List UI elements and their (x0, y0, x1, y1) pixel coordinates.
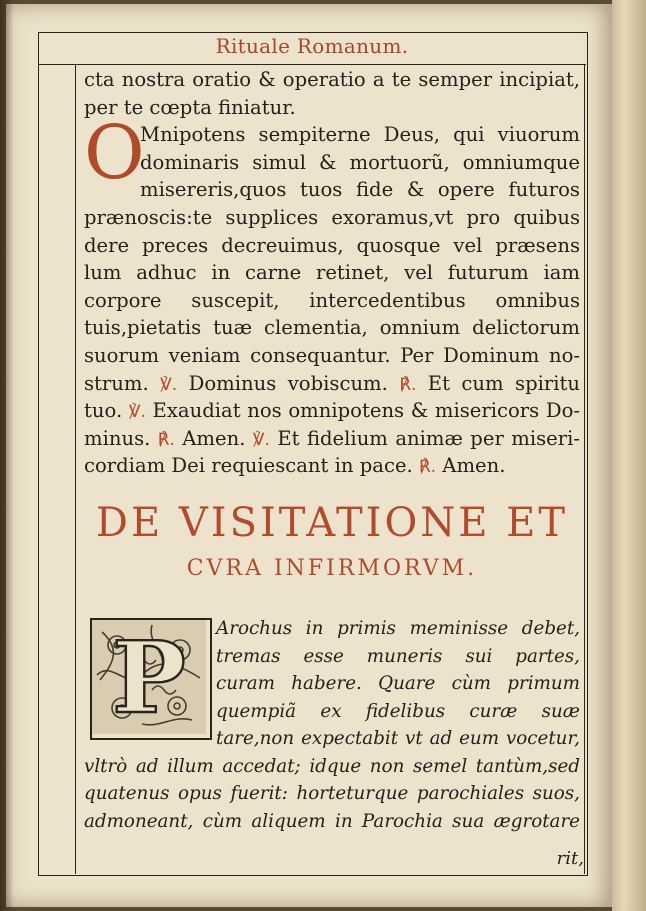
prayer-line: tuis,pietatis tuæ clementia, omnium delictorum (84, 316, 580, 340)
italic-line: tare,non expectabit vt ad eum vocetur, (216, 728, 580, 749)
response-text: Amen. (174, 426, 253, 450)
italic-line: quempiã ex fidelibus curæ suæ (216, 700, 580, 722)
italic-line: Arochus in primis meminisse debet, (216, 618, 580, 639)
prayer-line: dere preces decreuimus, quosque vel præsens (84, 233, 580, 257)
header-rule (38, 64, 586, 65)
prayer-carry-line: per te cœpta finiatur. (84, 95, 296, 119)
response-text: cordiam Dei requiescant in pace. (84, 454, 420, 478)
running-head: Rituale Romanum. (215, 34, 409, 58)
drop-cap-o: O (84, 110, 145, 196)
prayer-text (84, 66, 580, 480)
response-symbol: ℟. (157, 429, 175, 450)
response-line (84, 397, 580, 425)
response-symbol: ℟. (419, 457, 437, 478)
gutter-shadow (0, 0, 14, 911)
response-text: Amen. (436, 454, 506, 478)
prayer-line: prænoscis:te supplices exoramus,vt pro quibus (84, 205, 580, 229)
prayer-line: misereris,quos tuos fide & opere futuros (140, 178, 580, 202)
svg-text:P: P (112, 621, 186, 734)
inner-rule-left (75, 64, 76, 874)
prayer-line: corpore suscepit, intercedentibus omnibus (84, 288, 580, 312)
prayer-line: Mnipotens sempiterne Deus, qui viuorum (140, 123, 580, 147)
versicle-symbol: ℣. (160, 374, 178, 395)
italic-line: quatenus opus fuerit: horteturque parochiales suos, (84, 783, 580, 804)
catchword: rit, (556, 848, 584, 869)
prayer-line: lum adhuc in carne retinet, vel futurum iam (84, 261, 580, 285)
versicle-symbol: ℣. (128, 402, 146, 423)
page-edges (612, 0, 646, 911)
italic-line: curam habere. Quare cùm primum (216, 673, 580, 694)
section-title-line1: DE VISITATIONE ET (95, 500, 569, 546)
visitation-paragraph (84, 615, 580, 835)
italic-line: tremas esse muneris sui partes, (216, 645, 580, 667)
italic-line: vltrò ad illum accedat; idque non semel tantùm,sed (84, 755, 580, 777)
inner-rule-right (584, 64, 585, 874)
response-text: Et fidelium animæ per miseri- (269, 426, 580, 450)
prayer-line: suorum veniam consequantur. Per Dominum no- (84, 343, 580, 367)
response-text: Dominus vobiscum. (177, 371, 400, 395)
response-text: tuo. (84, 399, 129, 423)
section-title-line2: CVRA INFIRMORVM. (186, 556, 478, 581)
response-line (84, 370, 580, 398)
versicle-symbol: ℣. (252, 429, 270, 450)
italic-line: admoneant, cùm aliquem in Parochia sua ægrotare (84, 810, 580, 832)
response-text: Exaudiat nos omnipotens & misericors Do- (145, 399, 580, 423)
response-text: strum. (84, 371, 161, 395)
response-line (84, 425, 580, 453)
response-line (84, 452, 580, 480)
prayer-carry-line: cta nostra oratio & operatio a te semper incipiat, (84, 68, 580, 91)
response-symbol: ℟. (399, 374, 417, 395)
prayer-line: dominaris simul & mortuorũ, omniumque (140, 150, 580, 174)
response-text: minus. (84, 426, 158, 450)
response-text: Et cum spiritu (416, 371, 580, 395)
